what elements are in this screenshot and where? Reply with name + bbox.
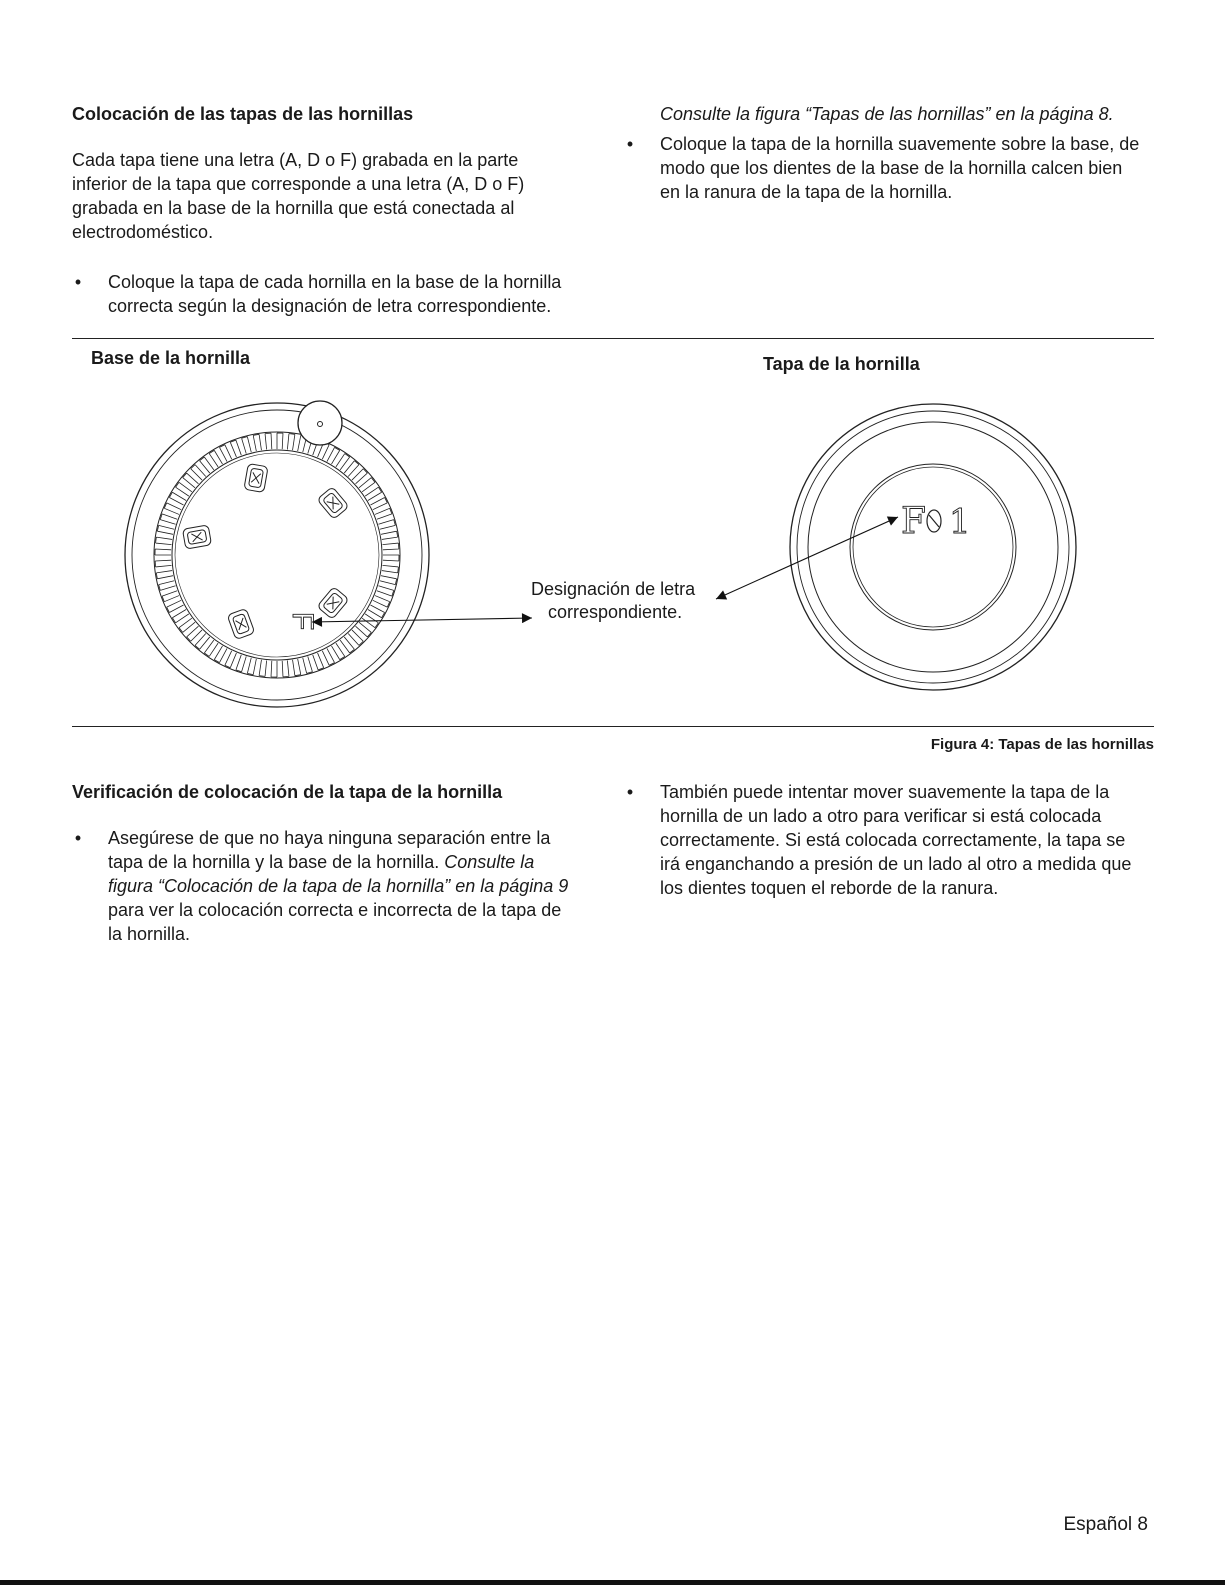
burner-tooth — [187, 626, 202, 641]
burner-tooth — [383, 555, 399, 561]
burner-tooth — [169, 492, 186, 505]
burner-tooth — [156, 537, 173, 545]
burner-tooth — [204, 640, 218, 656]
burner-tooth — [253, 434, 261, 451]
burner-tooth — [344, 461, 359, 477]
burner-tooth — [259, 660, 267, 677]
figure-label-cap: Tapa de la hornilla — [763, 354, 920, 374]
burner-tooth — [365, 487, 382, 500]
burner-tooth — [156, 571, 173, 579]
burner-tooth — [167, 600, 184, 612]
section1-bullet-2-text: Coloque la tapa de la hornilla suavemente sobre la base, de modo que los dientes de la base de la hornilla calcen bien en la ranura de la tapa de la hornilla. — [660, 134, 1140, 202]
bullet-dot: • — [626, 782, 634, 802]
burner-port — [244, 463, 268, 492]
section1-right-column — [624, 102, 1144, 204]
section2-right-column — [624, 780, 1144, 900]
arrow-to-cap-letter — [716, 517, 898, 599]
section2-bullet-2 — [624, 780, 1144, 900]
section1-bullet-1-continued — [624, 102, 1144, 126]
burner-tooth — [293, 659, 301, 676]
cap-letter-marking: F — [901, 501, 926, 542]
burner-tooth — [200, 457, 214, 473]
burner-tooth — [155, 560, 171, 567]
section2-bullet-1-reference: Consulte la figura “Colocación de la tapa de la hornilla” en la página 9 — [108, 852, 569, 896]
burner-tooth — [160, 514, 177, 524]
burner-port — [317, 487, 349, 520]
section2-bullet-1 — [72, 826, 572, 946]
burner-tooth — [373, 596, 390, 608]
figure-label-base: Base de la hornilla — [91, 348, 251, 368]
burner-tooth — [282, 660, 289, 676]
burner-tooth — [179, 618, 195, 632]
burner-tooth — [378, 520, 395, 530]
burner-tooth — [155, 549, 171, 555]
burner-teeth — [155, 433, 399, 677]
burner-tooth — [236, 655, 246, 672]
burner-tooth — [242, 437, 252, 454]
burner-tooth — [247, 658, 256, 675]
burner-tooth — [303, 656, 313, 673]
figure-bottom-rule — [72, 726, 1154, 727]
page-bottom-bar — [0, 1580, 1225, 1585]
section1-bullet-1-reference: Consulte la figura “Tapas de las hornillas” en la página 8. — [660, 104, 1114, 124]
figure-caption: Figura 4: Tapas de las hornillas — [930, 736, 1154, 753]
burner-tooth — [271, 661, 277, 677]
section2-left-column — [72, 780, 572, 946]
burner-tooth — [313, 653, 324, 670]
burner-tooth — [382, 565, 399, 573]
section1-paragraph: Cada tapa tiene una letra (A, D o F) grabada en la parte inferior de la tapa que corresponde a una letra (A, D o F) grabada en la base de la hornilla que está conectada al electrodoméstico. — [72, 150, 525, 242]
burner-tooth — [331, 643, 344, 660]
burner-tooth — [225, 651, 237, 668]
section1-heading: Colocación de las tapas de las hornillas — [72, 104, 414, 124]
igniter-electrode — [298, 401, 342, 445]
section2-bullet-2-text: También puede intentar mover suavemente la tapa de la hornilla de un lado a otro para verificar si está colocada correctamente. Si está colocada correctamente, la tapa se irá enganchando a presión de un lado al otro a medida que los dientes toquen el reborde de la ranura. — [660, 782, 1132, 898]
section1-left-column — [72, 102, 572, 318]
section1-bullet-1-text: Coloque la tapa de cada hornilla en la base de la hornilla correcta según la designación de letra correspondiente. — [108, 272, 562, 316]
burner-tooth — [359, 478, 375, 492]
section1-bullet-1 — [72, 270, 572, 318]
burner-port — [182, 525, 211, 549]
burner-tooth — [219, 445, 231, 462]
page-number: Español 8 — [1063, 1514, 1148, 1535]
burner-tooth — [352, 469, 367, 484]
burner-tooth — [277, 433, 283, 449]
burner-tooth — [159, 581, 176, 591]
burner-tooth — [157, 525, 174, 534]
section1-bullet-2 — [624, 132, 1144, 204]
burner-base-drawing — [125, 401, 429, 707]
burner-tooth — [336, 454, 350, 470]
burner-figure — [72, 340, 1154, 726]
burner-tooth — [164, 503, 181, 515]
burner-tooth — [382, 543, 398, 550]
callout-line-2: correspondiente. — [548, 602, 683, 622]
burner-cap-drawing — [790, 404, 1076, 690]
burner-tooth — [214, 646, 227, 663]
burner-tooth — [356, 622, 372, 637]
burner-tooth — [381, 531, 398, 539]
burner-tooth — [322, 648, 334, 665]
arrow-to-base-letter — [312, 618, 532, 622]
burner-tooth — [183, 473, 199, 488]
figure-top-rule — [72, 338, 1154, 339]
burner-tooth — [348, 630, 363, 645]
base-letter-marking: F — [286, 611, 319, 631]
burner-tooth — [162, 591, 179, 602]
cap-number-marking: 1 — [949, 502, 971, 542]
burner-tooth — [265, 433, 272, 449]
burner-tooth — [380, 576, 397, 585]
burner-tooth — [327, 447, 340, 464]
burner-tooth — [375, 508, 392, 519]
callout-line-1: Designación de letra — [531, 579, 696, 599]
burner-tooth — [195, 634, 210, 650]
bullet-dot: • — [74, 272, 82, 292]
burner-tooth — [176, 482, 192, 496]
section2-bullet-1-text: Asegúrese de que no haya ninguna separación entre la tapa de la hornilla y la base de la hornilla. — [108, 828, 551, 872]
burner-tooth — [191, 465, 206, 480]
burner-tooth — [287, 434, 295, 451]
burner-tooth — [377, 586, 394, 596]
bullet-dot: • — [74, 828, 82, 848]
burner-tooth — [172, 609, 189, 622]
burner-tooth — [368, 605, 385, 618]
cap-circle-mark — [927, 510, 941, 532]
burner-tooth — [209, 450, 222, 467]
section2-bullet-1-text-end: para ver la colocación correcta e incorrecta de la tapa de la hornilla. — [108, 900, 562, 944]
bullet-dot: • — [626, 134, 634, 154]
burner-tooth — [230, 440, 241, 457]
burner-port — [317, 587, 349, 620]
burner-port — [227, 608, 255, 639]
section2-heading: Verificación de colocación de la tapa de la hornilla — [72, 782, 503, 802]
burner-tooth — [340, 637, 354, 653]
burner-tooth — [370, 497, 387, 509]
